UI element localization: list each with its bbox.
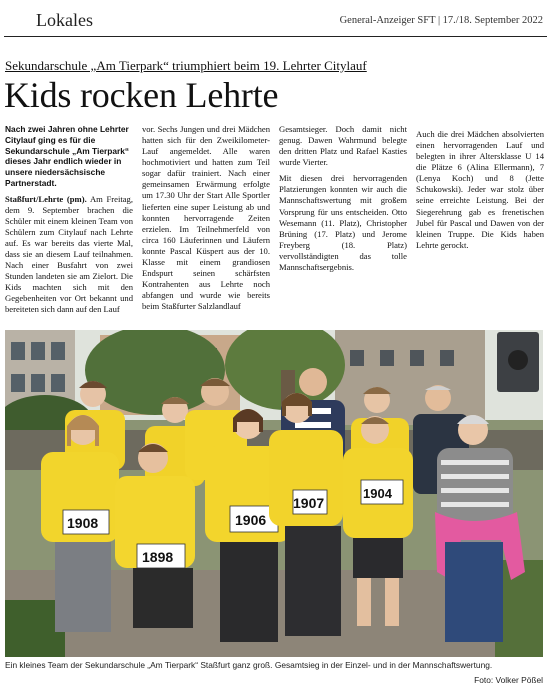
page-header	[8, 6, 543, 34]
article-text-segment: Am Freitag, dem 9. September brachen die Schüler mit einem kleinen Team von Schülern zum Citylauf nach Lehrte auf. Es war bereits das vierte Mal, dass sie an diesem Lauf teilnahmen. Nach einer Busfahrt von zwei Stunden landeten sie am Zielort. Die Kids machten sich mit den Gegebenheiten vor Ort bekannt und bereiteten sich dann auf den Lauf	[5, 193, 133, 315]
article-column-3	[279, 124, 407, 278]
article-paragraph	[279, 173, 407, 273]
article-paragraph	[5, 194, 133, 316]
team-photo	[5, 330, 543, 657]
article-paragraph	[279, 124, 407, 168]
bib-number: 1908	[67, 515, 99, 531]
bib-number: 1907	[293, 495, 325, 511]
article-paragraph	[142, 124, 270, 312]
article-lead: Nach zwei Jahren ohne Lehrter Citylauf ging es für die Sekundarschule „Am Tierpark“ dieses Jahr endlich wieder in unsere niedersächsische Partnerstadt.	[5, 124, 130, 188]
team-photo-illustration	[5, 330, 543, 657]
article-column-1	[5, 124, 133, 320]
article-paragraph: Auch die drei Mädchen absolvierten einen hervorragenden Lauf und belegten in ihrer Altersklasse U 14 die Plätze 6 (Alina Ellermann), 7 (Lenya Koch) und 8 (Jette Schukowski). Jeder war stolz über seine erreichte Leistung. Bei der Siegerehrung gab es frenetischen Jubel für Pascal und Dawen von der kleinen Truppe. Die Kids haben Lehrte gerockt.	[416, 129, 544, 250]
photo-caption: Ein kleines Team der Sekundarschule „Am Tierpark“ Staßfurt ganz groß. Gesamtsieg in der Einzel- und in der Mannschaftswertung.	[5, 660, 493, 670]
paper-name-date: General-Anzeiger SFT | 17./18. September 2022	[339, 15, 543, 26]
bib-number: 1906	[235, 512, 267, 528]
photo-credit: Foto: Volker Pößel	[474, 675, 543, 685]
article-text-segment: vor. Sechs Jungen und drei Mädchen hatten sich für den Zweikilometer-Lauf angemeldet. Alle waren hochmotiviert und hatten zum Teil sogar dafür trainiert. Nach einer gemeinsamen Erwärmung erfolgte um 17.30 Uhr der Start Alle Sportler lieferten eine super Leistung ab und konnten hervorragende Zeiten erzielen. Im Teilnehmerfeld von circa 160 Läuferinnen und Läufern konnte Pascal Küspert aus der 10. Klasse mit einem grandiosen Endspurt seinen schärfsten Kontrahenten aus Lehrte noch abfangen und wurde wie bereits beim Staßfurter Salzlandlauf	[142, 124, 270, 312]
header-rule	[4, 36, 547, 37]
article-headline: Kids rocken Lehrte	[4, 75, 279, 115]
article-column-2	[142, 124, 270, 317]
section-title: Lokales	[36, 10, 93, 30]
article-text-segment: Gesamtsieger. Doch damit nicht genug. Dawen Wahrmund belegte den dritten Platz und Rafael Kasties wurde Vierter.	[279, 124, 407, 168]
article-dateline: Staßfurt/Lehrte (pm).	[5, 193, 87, 204]
article-text-segment: Mit diesen drei hervorragenden Platzierungen konnten wir auch die Mannschaftswertung mit großem Vorsprung für uns entscheiden. Otto Wesemann (11. Platz), Christopher Brüning (17. Platz) und Jerome Freyberg (18. Platz) vervollständigten das tolle Mannschaftsergebnis.	[279, 173, 407, 272]
article-kicker: Sekundarschule „Am Tierpark“ triumphiert beim 19. Lehrter Citylauf	[5, 58, 367, 73]
bib-number: 1898	[142, 549, 174, 565]
bib-number: 1904	[363, 486, 392, 501]
article-body	[5, 124, 544, 320]
article-column-4	[416, 124, 544, 256]
